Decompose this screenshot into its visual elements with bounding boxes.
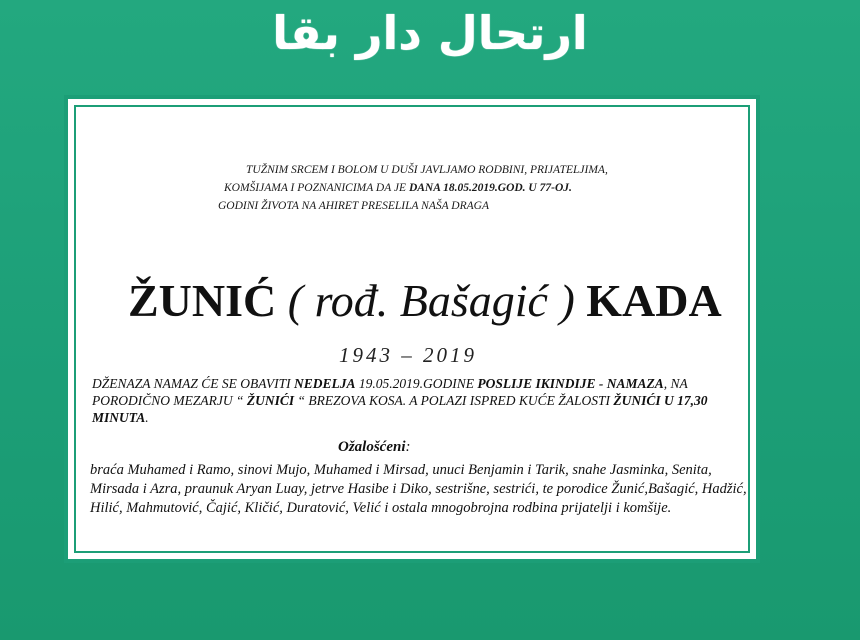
funeral-date: 19.05.2019.GODINE <box>355 376 478 391</box>
intro-line-1: TUŽNIM SRCEM I BOLOM U DUŠI JAVLJAMO RODBINI, PRIJATELJIMA, <box>246 164 608 176</box>
intro-line-2 <box>218 179 638 197</box>
first-name: KADA <box>586 275 722 326</box>
departure-info: ŽUNIĆI U 17,30 MINUTA <box>92 393 708 425</box>
mourners-title-text: Ožalošćeni <box>338 439 406 455</box>
intro-line-2-a: KOMŠIJAMA I POZNANICIMA DA JE <box>224 182 409 194</box>
funeral-end: . <box>145 410 149 425</box>
funeral-place-b: “ BREZOVA KOSA. A POLAZI ISPRED KUĆE ŽALOSTI <box>294 393 614 408</box>
funeral-place-name: ŽUNIĆI <box>246 393 295 408</box>
age-text: GOD. U 77-OJ. <box>497 182 572 194</box>
funeral-time: POSLIJE IKINDIJE - NAMAZA <box>477 376 664 391</box>
mourners-title-colon: : <box>405 439 411 455</box>
obituary-card <box>64 95 760 563</box>
maiden-name: ( rođ. Bašagić ) <box>287 275 575 326</box>
life-years: 1943 – 2019 <box>339 343 477 367</box>
intro-line-3: GODINI ŽIVOTA NA AHIRET PRESELILA NAŠA DRAGA <box>218 200 489 212</box>
funeral-place-a: , NA PORODIČNO MEZARJU “ <box>92 376 688 408</box>
deceased-name <box>128 275 722 327</box>
funeral-day: NEDELJA <box>293 376 356 391</box>
mourners-title <box>338 439 411 456</box>
death-date: DANA 18.05.2019. <box>408 182 498 194</box>
arabic-calligraphy-title: ارتحال دار بقا <box>272 6 588 60</box>
intro-text <box>218 161 638 215</box>
funeral-info <box>92 375 752 426</box>
mourners-list: braća Muhamed i Ramo, sinovi Mujo, Muhamed i Mirsad, unuci Benjamin i Tarik, snahe Jasminka, Senita, Mirsada i Azra, praunuk Aryan Luay, jetrve Hasibe i Diko, sestrišne, sestrići, te porodice Žunić,Bašagić, Hadžić, Hilić, Mahmutović, Čajić, Kličić, Duratović, Velić i ostala mnogobrojna rodbina prijatelji i komšije. <box>90 462 747 516</box>
surname: ŽUNIĆ <box>128 275 277 326</box>
funeral-a: DŽENAZA NAMAZ ĆE SE OBAVITI <box>92 376 294 391</box>
